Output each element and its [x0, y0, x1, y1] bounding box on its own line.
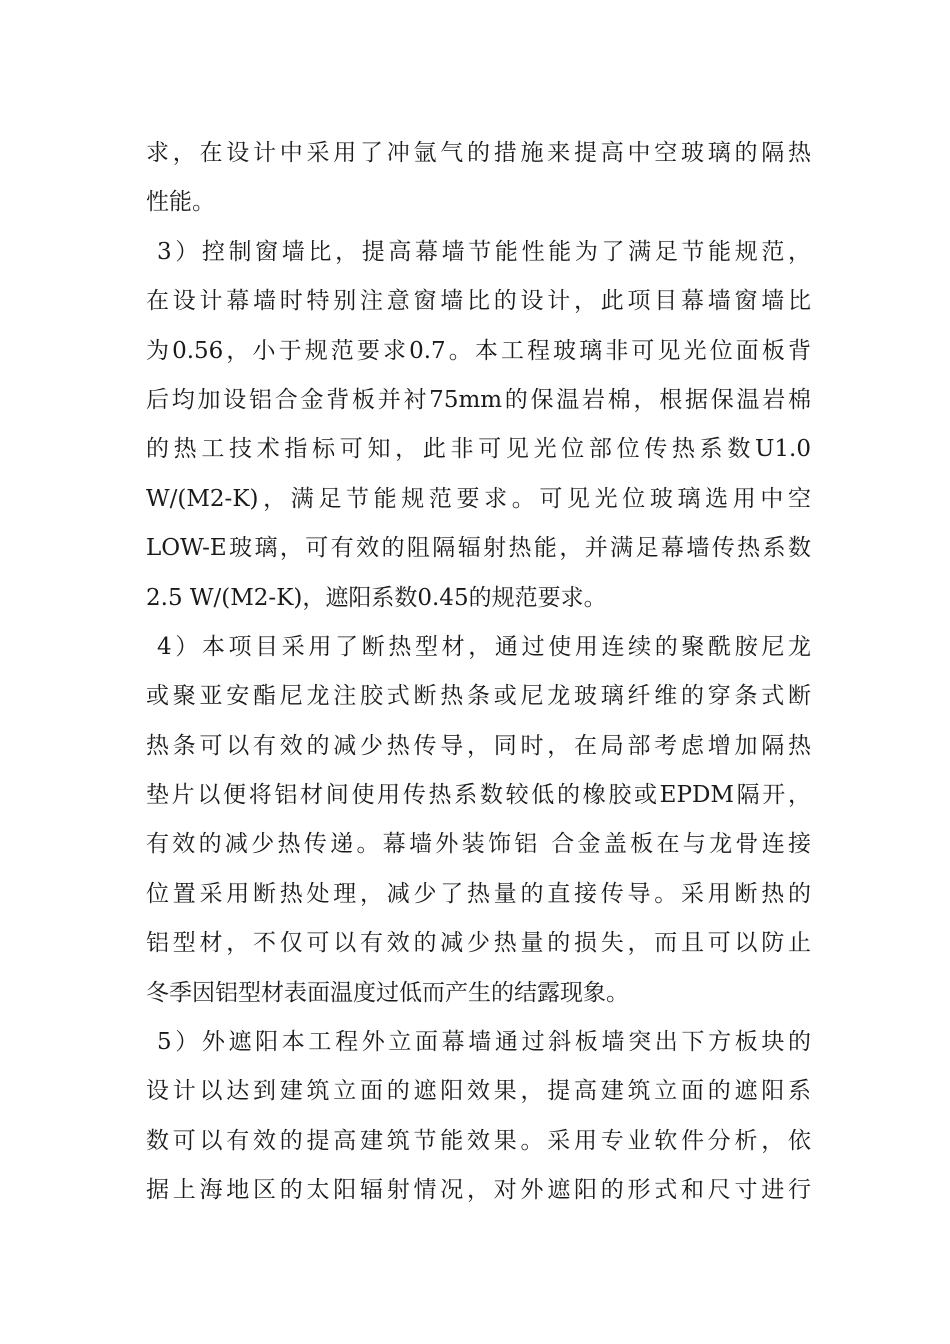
- text-line: LOW-E玻璃，可有效的阻隔辐射热能，并满足幕墙传热系数: [146, 535, 811, 562]
- text-line: 后均加设铝合金背板并衬75mm的保温岩棉，根据保温岩棉: [146, 386, 811, 413]
- text-line: 为0.56，小于规范要求0.7。本工程玻璃非可见光位面板背: [146, 337, 811, 364]
- text-line: 或聚亚安酯尼龙注胶式断热条或尼龙玻璃纤维的穿条式断: [146, 683, 811, 710]
- text-line: 冬季因铝型材表面温度过低而产生的结露现象。: [146, 979, 629, 1006]
- text-line: 设计以达到建筑立面的遮阳效果，提高建筑立面的遮阳系: [146, 1078, 811, 1105]
- text-line: 数可以有效的提高建筑节能效果。采用专业软件分析，依: [146, 1127, 811, 1154]
- text-line: 求，在设计中采用了冲氩气的措施来提高中空玻璃的隔热: [146, 140, 811, 166]
- text-line: 据上海地区的太阳辐射情况，对外遮阳的形式和尺寸进行: [146, 1177, 811, 1204]
- text-line: 3）控制窗墙比，提高幕墙节能性能为了满足节能规范，: [146, 238, 811, 265]
- text-line: 5）外遮阳本工程外立面幕墙通过斜板墙突出下方板块的: [146, 1029, 811, 1056]
- body-text: [146, 129, 811, 1216]
- text-line: 4）本项目采用了断热型材，通过使用连续的聚酰胺尼龙: [146, 633, 811, 660]
- text-line: 垫片以便将铝材间使用传热系数较低的橡胶或EPDM隔开，: [146, 782, 811, 809]
- text-line: 2.5 W/(M2-K)，遮阳系数0.45的规范要求。: [146, 584, 607, 611]
- text-line: 铝型材，不仅可以有效的减少热量的损失，而且可以防止: [146, 930, 811, 957]
- text-line: 有效的减少热传递。幕墙外装饰铝 合金盖板在与龙骨连接: [146, 831, 811, 858]
- text-line: 在设计幕墙时特别注意窗墙比的设计，此项目幕墙窗墙比: [146, 288, 811, 315]
- text-line: 位置采用断热处理，减少了热量的直接传导。采用断热的: [146, 880, 811, 907]
- text-line: W/(M2-K)，满足节能规范要求。可见光位玻璃选用中空: [146, 485, 811, 512]
- text-line: 性能。: [146, 189, 215, 216]
- text-line: 的热工技术指标可知，此非可见光位部位传热系数U1.0: [146, 436, 811, 463]
- text-line: 热条可以有效的减少热传导，同时，在局部考虑增加隔热: [146, 732, 811, 759]
